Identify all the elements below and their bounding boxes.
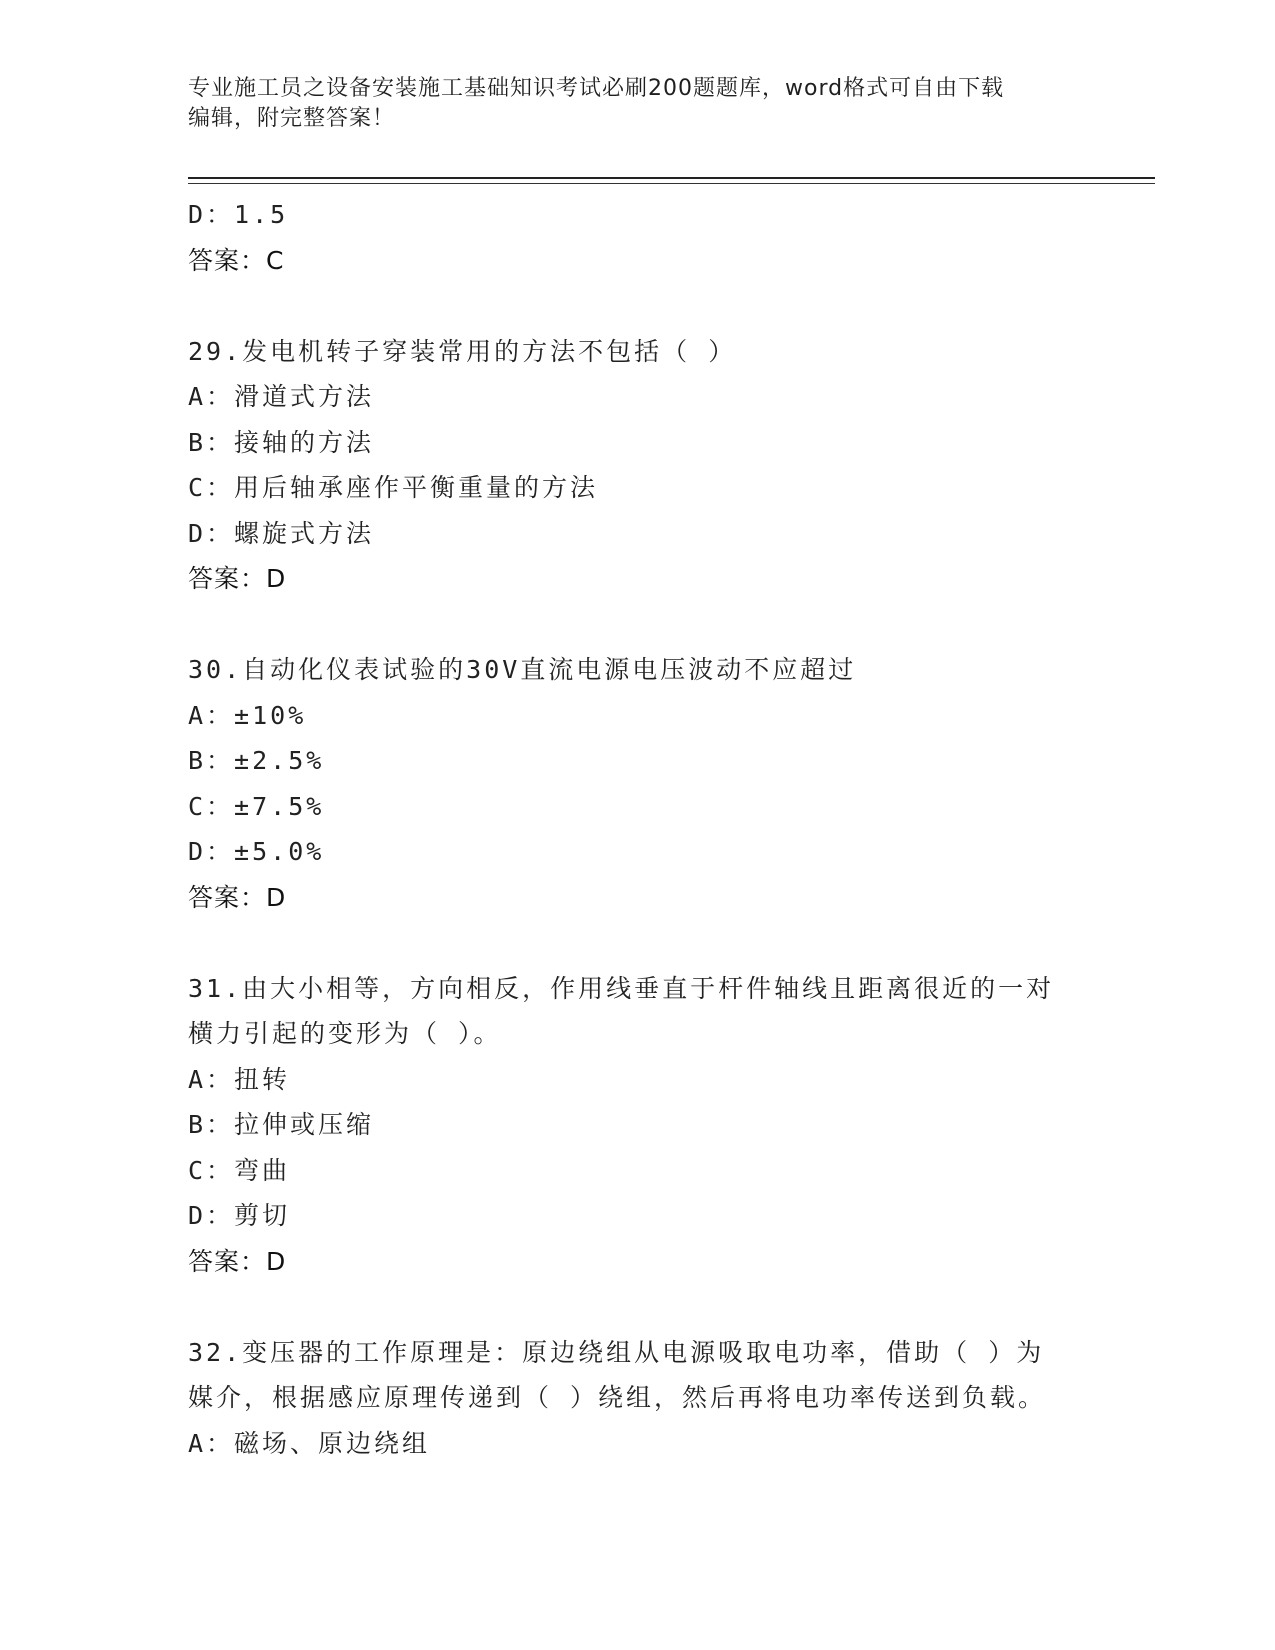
document-body xyxy=(188,192,1108,1466)
question-30-option-b: B：±2.5% xyxy=(188,746,325,775)
question-31-option-b: B：拉伸或压缩 xyxy=(188,1110,375,1139)
question-29-option-c: C：用后轴承座作平衡重量的方法 xyxy=(188,473,599,502)
header-title-line-1: 专业施工员之设备安装施工基础知识考试必刷200题题库，word格式可自由下载 xyxy=(188,76,1005,101)
question-31-option-d: D：剪切 xyxy=(188,1201,291,1230)
question-31-option-c: C：弯曲 xyxy=(188,1155,291,1185)
question-30-stem: 30.自动化仪表试验的30V直流电源电压波动不应超过 xyxy=(188,655,857,684)
header-divider-thick xyxy=(188,177,1155,179)
question-31-stem-line-1: 31.由大小相等，方向相反，作用线垂直于杆件轴线且距离很近的一对 xyxy=(188,973,1055,1003)
prev-answer: 答案：C xyxy=(188,245,285,275)
question-29-answer: 答案：D xyxy=(188,564,287,593)
spacer xyxy=(188,602,1108,648)
question-30-option-c: C：±7.5% xyxy=(188,791,325,821)
header-title-line-2: 编辑，附完整答案！ xyxy=(188,106,396,131)
spacer xyxy=(188,283,1108,329)
question-31-option-a: A：扭转 xyxy=(188,1064,291,1094)
prev-option-d: D：1.5 xyxy=(188,200,289,229)
spacer xyxy=(188,1284,1108,1330)
question-31 xyxy=(188,966,1108,1285)
question-30 xyxy=(188,647,1108,920)
question-29-option-b: B：接轴的方法 xyxy=(188,427,375,457)
question-29-stem: 29.发电机转子穿装常用的方法不包括（ ） xyxy=(188,336,737,366)
question-32-stem-line-1: 32.变压器的工作原理是：原边绕组从电源吸取电功率，借助（ ）为 xyxy=(188,1337,1045,1367)
question-29-option-d: D：螺旋式方法 xyxy=(188,518,375,548)
document-header xyxy=(188,74,1068,134)
question-29-option-a: A：滑道式方法 xyxy=(188,382,375,411)
question-29 xyxy=(188,329,1108,602)
question-32 xyxy=(188,1330,1108,1467)
header-divider-thin xyxy=(188,183,1155,184)
question-30-option-a: A：±10% xyxy=(188,700,307,730)
question-30-option-d: D：±5.0% xyxy=(188,837,325,866)
question-32-stem-line-2: 媒介，根据感应原理传递到（ ）绕组，然后再将电功率传送到负载。 xyxy=(188,1383,1047,1412)
question-30-answer: 答案：D xyxy=(188,882,287,912)
question-31-answer: 答案：D xyxy=(188,1246,287,1276)
spacer xyxy=(188,920,1108,966)
question-31-stem-line-2: 横力引起的变形为（ ）。 xyxy=(188,1019,502,1048)
question-32-option-a: A：磁场、原边绕组 xyxy=(188,1428,431,1458)
